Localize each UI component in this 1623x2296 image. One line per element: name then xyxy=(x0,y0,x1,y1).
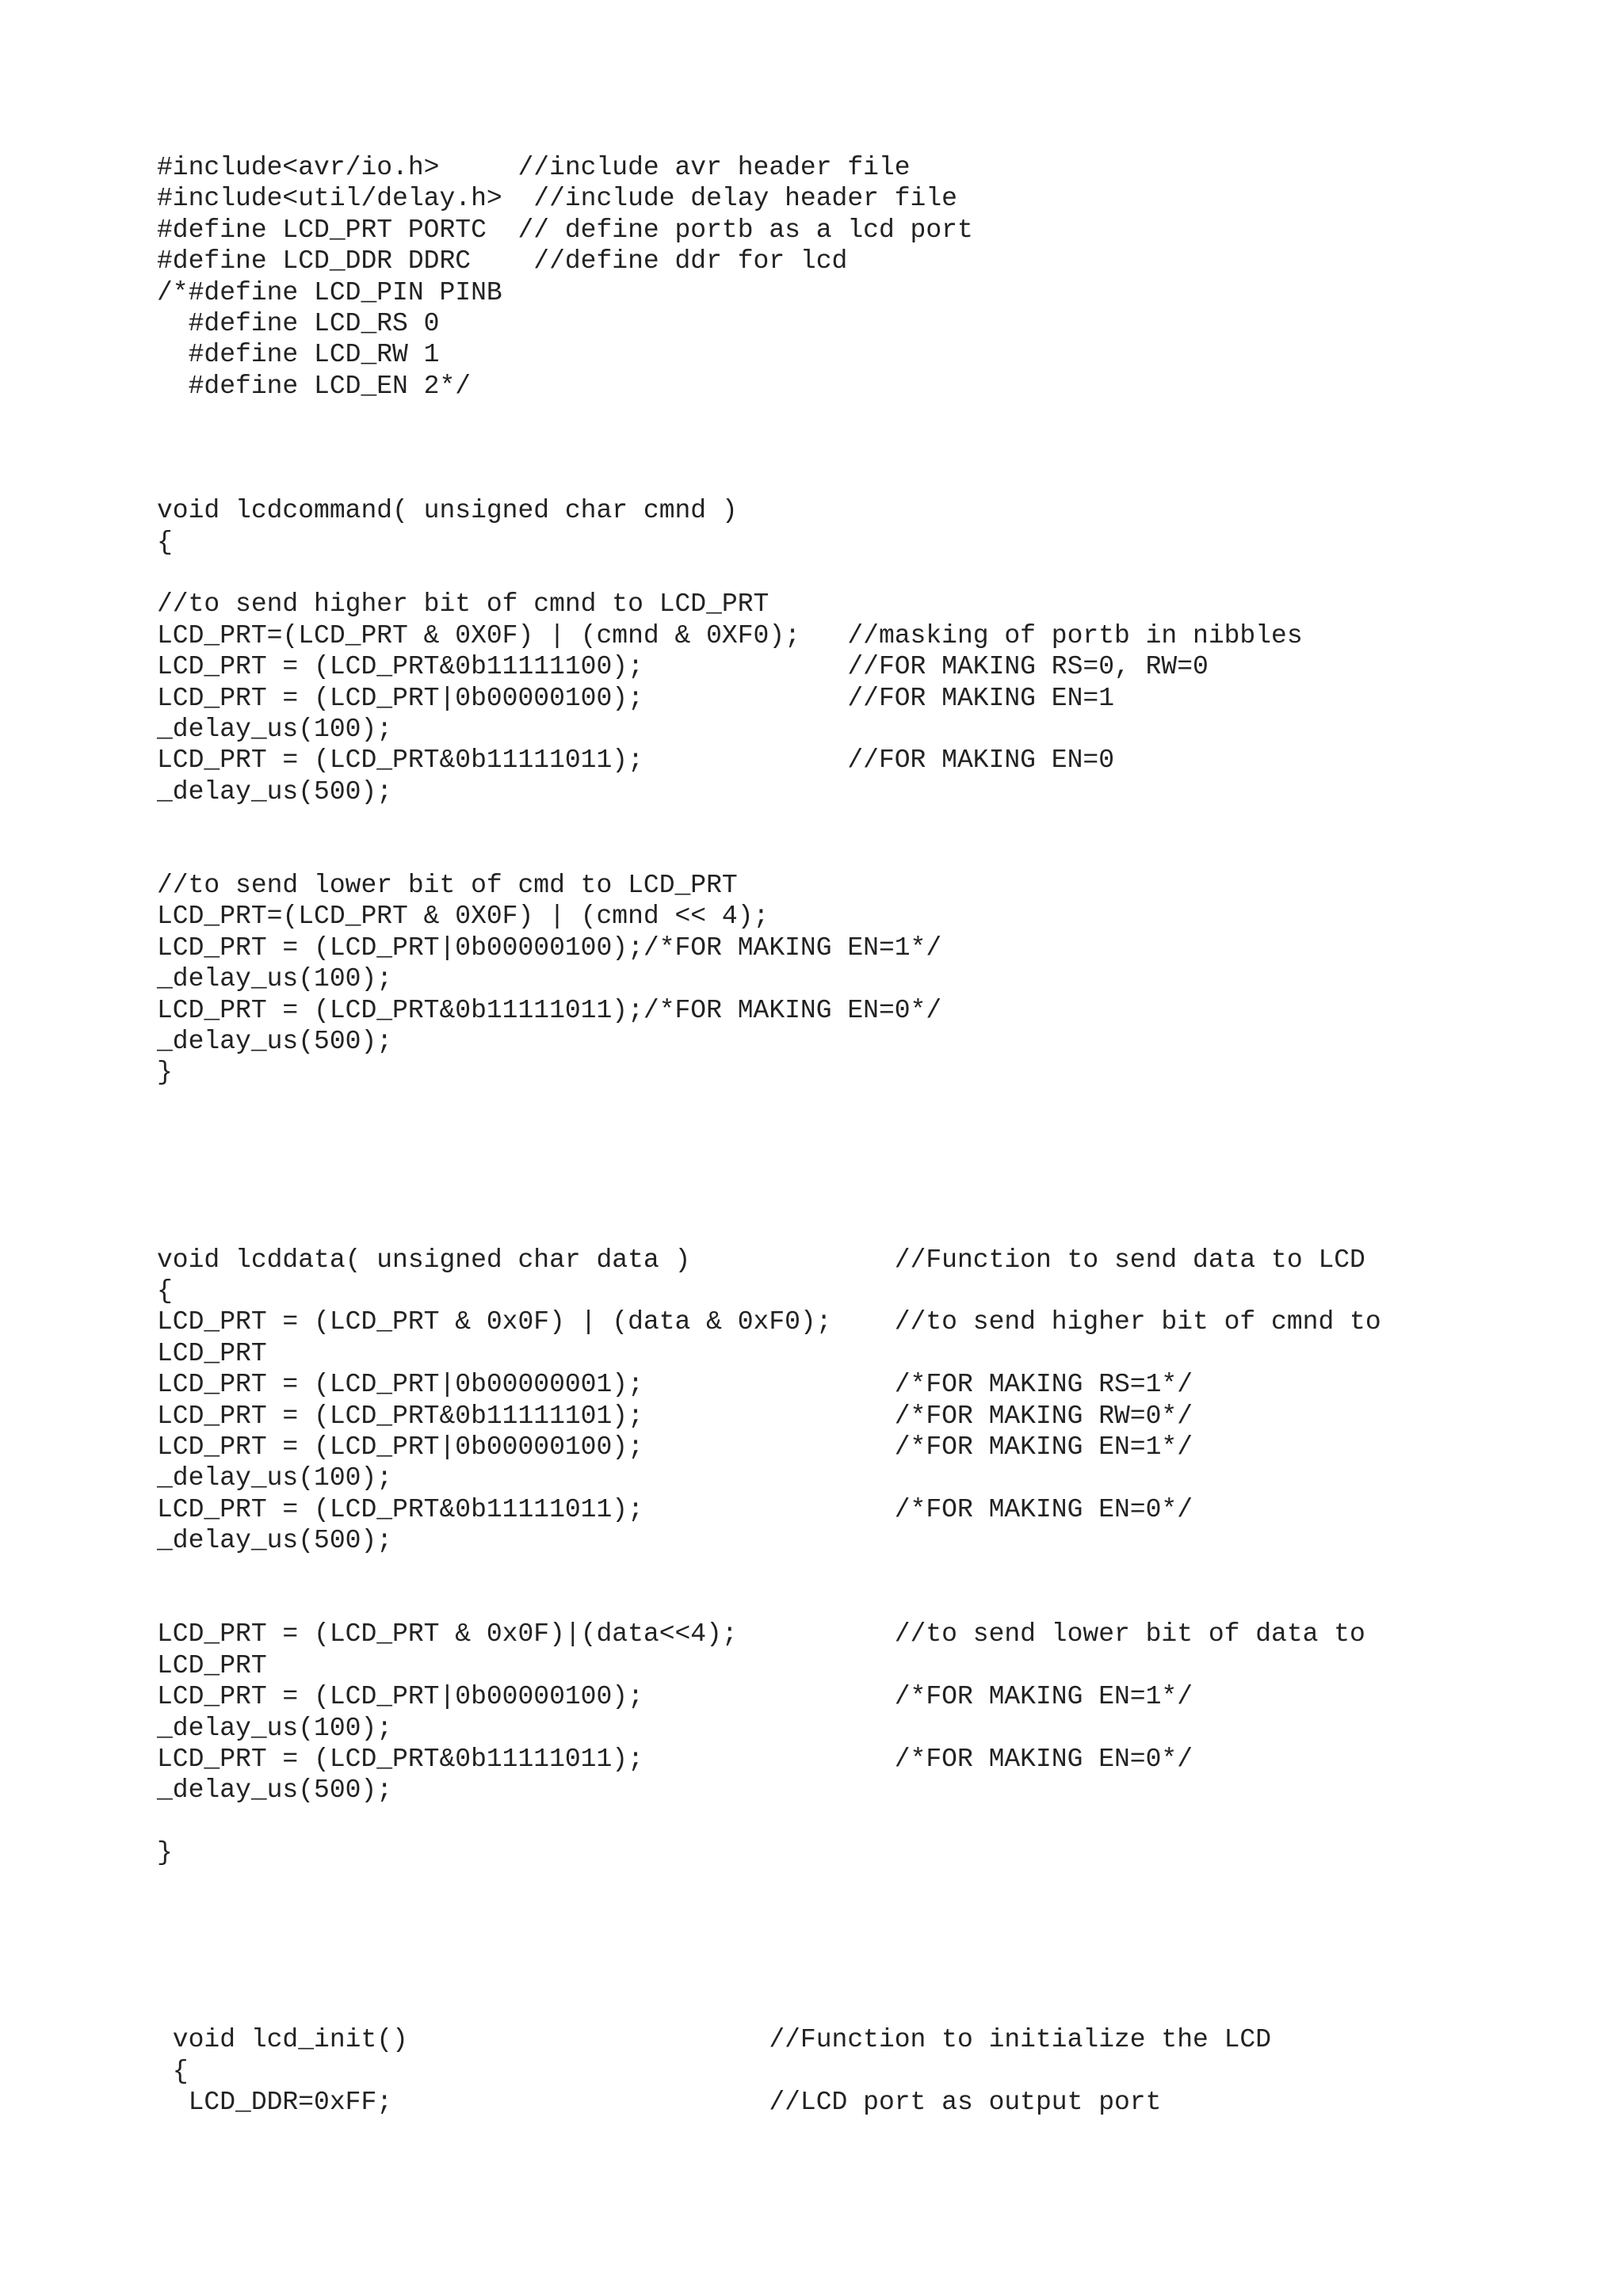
code-line: LCD_PRT xyxy=(157,1338,267,1368)
code-line: //to send higher bit of cmnd to LCD_PRT xyxy=(157,589,769,620)
code-line: LCD_PRT = (LCD_PRT|0b00000001); /*FOR MAKING RS=1*/ xyxy=(157,1370,1193,1400)
code-line: { xyxy=(157,527,173,557)
code-line: } xyxy=(157,1058,173,1088)
code-line xyxy=(157,1089,1381,1119)
code-line xyxy=(157,558,1381,589)
code-listing xyxy=(157,152,1381,2149)
code-line: LCD_PRT = (LCD_PRT & 0x0F) | (data & 0xF0); //to send higher bit of cmnd to xyxy=(157,1307,1381,1337)
code-line: #define LCD_DDR DDRC //define ddr for lcd xyxy=(157,246,848,277)
code-line: _delay_us(500); xyxy=(157,776,393,807)
code-line: void lcd_init() //Function to initialize the LCD xyxy=(157,2025,1272,2055)
code-line: /*#define LCD_PIN PINB xyxy=(157,277,502,307)
code-line xyxy=(157,1806,1381,1837)
code-line: LCD_PRT = (LCD_PRT&0b11111100); //FOR MAKING RS=0, RW=0 xyxy=(157,652,1209,682)
code-line: LCD_PRT xyxy=(157,1650,267,1680)
code-line: #include<avr/io.h> //include avr header file xyxy=(157,153,911,182)
code-line: #define LCD_EN 2*/ xyxy=(157,371,472,401)
code-line: LCD_PRT = (LCD_PRT & 0x0F)|(data<<4); //to send lower bit of data to xyxy=(157,1619,1365,1650)
code-line: { xyxy=(157,1276,173,1306)
code-line: LCD_DDR=0xFF; //LCD port as output port xyxy=(157,2088,1162,2118)
code-line xyxy=(157,433,1381,464)
code-line: LCD_PRT = (LCD_PRT|0b00000100); /*FOR MAKING EN=1*/ xyxy=(157,1682,1193,1712)
code-line: _delay_us(500); xyxy=(157,1026,393,1056)
code-line: void lcdcommand( unsigned char cmnd ) xyxy=(157,496,738,526)
code-line xyxy=(157,1119,1381,1150)
code-line: #define LCD_RS 0 xyxy=(157,308,440,338)
code-line: void lcddata( unsigned char data ) //Function to send data to LCD xyxy=(157,1245,1365,1275)
code-line xyxy=(157,1151,1381,1182)
code-line: _delay_us(100); xyxy=(157,1463,393,1493)
code-line: LCD_PRT = (LCD_PRT&0b11111011); /*FOR MAKING EN=0*/ xyxy=(157,1494,1193,1524)
code-line: LCD_PRT = (LCD_PRT&0b11111011); /*FOR MAKING EN=0*/ xyxy=(157,1744,1193,1774)
code-line: LCD_PRT = (LCD_PRT|0b00000100);/*FOR MAKING EN=1*/ xyxy=(157,933,942,963)
code-line: _delay_us(100); xyxy=(157,1713,393,1743)
code-line xyxy=(157,807,1381,838)
code-line xyxy=(157,1962,1381,1993)
code-line xyxy=(157,1588,1381,1619)
code-line: } xyxy=(157,1838,173,1868)
code-line xyxy=(157,1182,1381,1213)
code-line: LCD_PRT = (LCD_PRT&0b11111011); //FOR MAKING EN=0 xyxy=(157,746,1114,776)
code-line: //to send lower bit of cmd to LCD_PRT xyxy=(157,870,738,900)
code-line xyxy=(157,839,1381,870)
code-line: #define LCD_RW 1 xyxy=(157,340,440,370)
code-line: LCD_PRT = (LCD_PRT&0b11111101); /*FOR MAKING RW=0*/ xyxy=(157,1401,1193,1431)
code-line: LCD_PRT = (LCD_PRT&0b11111011);/*FOR MAKING EN=0*/ xyxy=(157,995,942,1025)
code-line xyxy=(157,464,1381,495)
code-line: _delay_us(100); xyxy=(157,964,393,994)
code-line xyxy=(157,402,1381,433)
code-line: #define LCD_PRT PORTC // define portb as a lcd port xyxy=(157,215,973,245)
code-line xyxy=(157,1931,1381,1962)
code-line xyxy=(157,1993,1381,2024)
code-line xyxy=(157,1213,1381,1244)
code-line: _delay_us(100); xyxy=(157,715,393,745)
code-line xyxy=(157,2119,1381,2149)
code-line: { xyxy=(157,2056,189,2086)
code-line: LCD_PRT=(LCD_PRT & 0X0F) | (cmnd & 0XF0); //masking of portb in nibbles xyxy=(157,620,1303,650)
code-line: LCD_PRT = (LCD_PRT|0b00000100); //FOR MAKING EN=1 xyxy=(157,683,1114,713)
code-line xyxy=(157,1557,1381,1588)
code-line: LCD_PRT = (LCD_PRT|0b00000100); /*FOR MAKING EN=1*/ xyxy=(157,1432,1193,1463)
code-line xyxy=(157,1868,1381,1899)
code-line: #include<util/delay.h> //include delay header file xyxy=(157,184,957,214)
code-line: _delay_us(500); xyxy=(157,1526,393,1556)
code-line: LCD_PRT=(LCD_PRT & 0X0F) | (cmnd << 4); xyxy=(157,902,769,932)
code-line xyxy=(157,1900,1381,1931)
code-line: _delay_us(500); xyxy=(157,1775,393,1806)
